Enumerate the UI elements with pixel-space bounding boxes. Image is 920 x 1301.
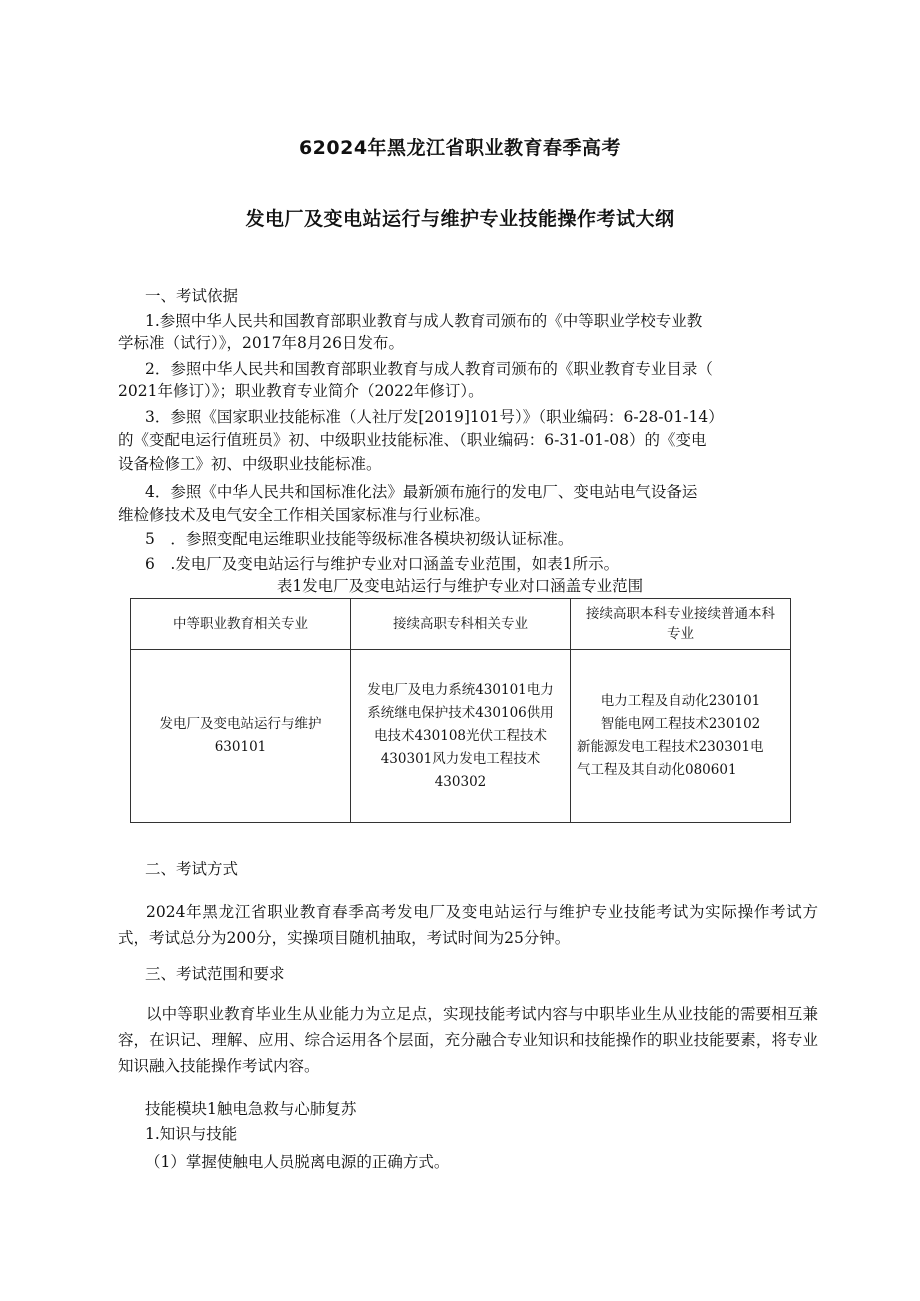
section-paragraph: 2024年黑龙江省职业教育春季高考发电厂及变电站运行与维护专业技能考试为实际操作考试方式，考试总分为200分，实操项目随机抽取，考试时间为25分钟。 <box>118 903 818 947</box>
list-item-line: 2．参照中华人民共和国教育部职业教育与成人教育司颁布的《职业教育专业目录（ <box>145 360 713 378</box>
module-subheading: 1.知识与技能 <box>145 1125 238 1143</box>
cell-text-line: 电技术430108光伏工程技术 <box>373 727 548 744</box>
header-text-line: 接续高职本科专业接续普通本科 <box>586 606 775 622</box>
cell-text-line: 气工程及其自动化080601 <box>577 762 737 778</box>
cell-text-line: 发电厂及变电站运行与维护 <box>159 716 322 732</box>
table-header-cell <box>571 599 791 650</box>
table-caption: 表1发电厂及变电站运行与维护专业对口涵盖专业范围 <box>276 577 644 595</box>
document-title: 62024年黑龙江省职业教育春季高考 <box>298 137 622 159</box>
list-item-line: 6 .发电厂及变电站运行与维护专业对口涵盖专业范围，如表1所示。 <box>145 555 620 573</box>
table-row <box>131 650 791 823</box>
section-heading: 三、考试范围和要求 <box>145 965 285 983</box>
list-item-line: 维检修技术及电气安全工作相关国家标准与行业标准。 <box>118 506 491 524</box>
section-heading: 一、考试依据 <box>145 287 239 305</box>
document-subtitle: 发电厂及变电站运行与维护专业技能操作考试大纲 <box>245 208 675 230</box>
table-header-cell: 接续高职专科相关专业 <box>351 599 571 650</box>
list-item-line: 1.参照中华人民共和国教育部职业教育与成人教育司颁布的《中等职业学校专业教 <box>145 312 703 330</box>
cell-text-line: 630101 <box>214 739 267 755</box>
section-paragraph: 以中等职业教育毕业生从业能力为立足点，实现技能考试内容与中职毕业生从业技能的需要相互兼容，在识记、理解、应用、综合运用各个层面，充分融合专业知识和技能操作的职业技能要素，将专业知识融入技能操作考试内容。 <box>118 1005 818 1075</box>
table-cell <box>351 650 571 823</box>
module-heading: 技能模块1触电急救与心肺复苏 <box>145 1100 357 1118</box>
list-item-line: 设备检修工》初、中级职业技能标准。 <box>118 455 382 473</box>
cell-text-line: 智能电网工程技术230102 <box>600 716 761 732</box>
cell-text-line: 系统继电保护技术430106供用 <box>367 704 554 721</box>
section-heading: 二、考试方式 <box>145 860 239 878</box>
cell-text-line: 电力工程及自动化230101 <box>600 693 761 709</box>
table-cell <box>131 650 351 823</box>
list-item-line: 5 ．参照变配电运维职业技能等级标准各模块初级认证标准。 <box>145 530 574 548</box>
list-item-line: 4．参照《中华人民共和国标准化法》最新颁布施行的发电厂、变电站电气设备运 <box>145 483 698 501</box>
table-header-row <box>131 599 791 650</box>
coverage-table <box>130 598 791 823</box>
cell-text-line: 430301风力发电工程技术 <box>380 750 541 767</box>
cell-text-line: 430302 <box>434 773 487 790</box>
cell-text-line: 发电厂及电力系统430101电力 <box>367 681 554 698</box>
cell-text-line: 新能源发电工程技术230301电 <box>577 739 764 755</box>
header-text-line: 专业 <box>667 626 694 642</box>
list-item-line: 的《变配电运行值班员》初、中级职业技能标准、（职业编码：6-31-01-08）的《变电 <box>118 431 707 449</box>
list-item-line: 2021年修订）》；职业教育专业简介（2022年修订）。 <box>118 382 484 400</box>
table-cell <box>571 650 791 823</box>
list-item-line: 3．参照《国家职业技能标准（人社厅发[2019]101号）》（职业编码：6-28-01-14） <box>145 408 724 426</box>
table-header-cell: 中等职业教育相关专业 <box>131 599 351 650</box>
module-item: （1）掌握使触电人员脱离电源的正确方式。 <box>145 1153 450 1171</box>
list-item-line: 学标准（试行）》，2017年8月26日发布。 <box>118 334 405 352</box>
